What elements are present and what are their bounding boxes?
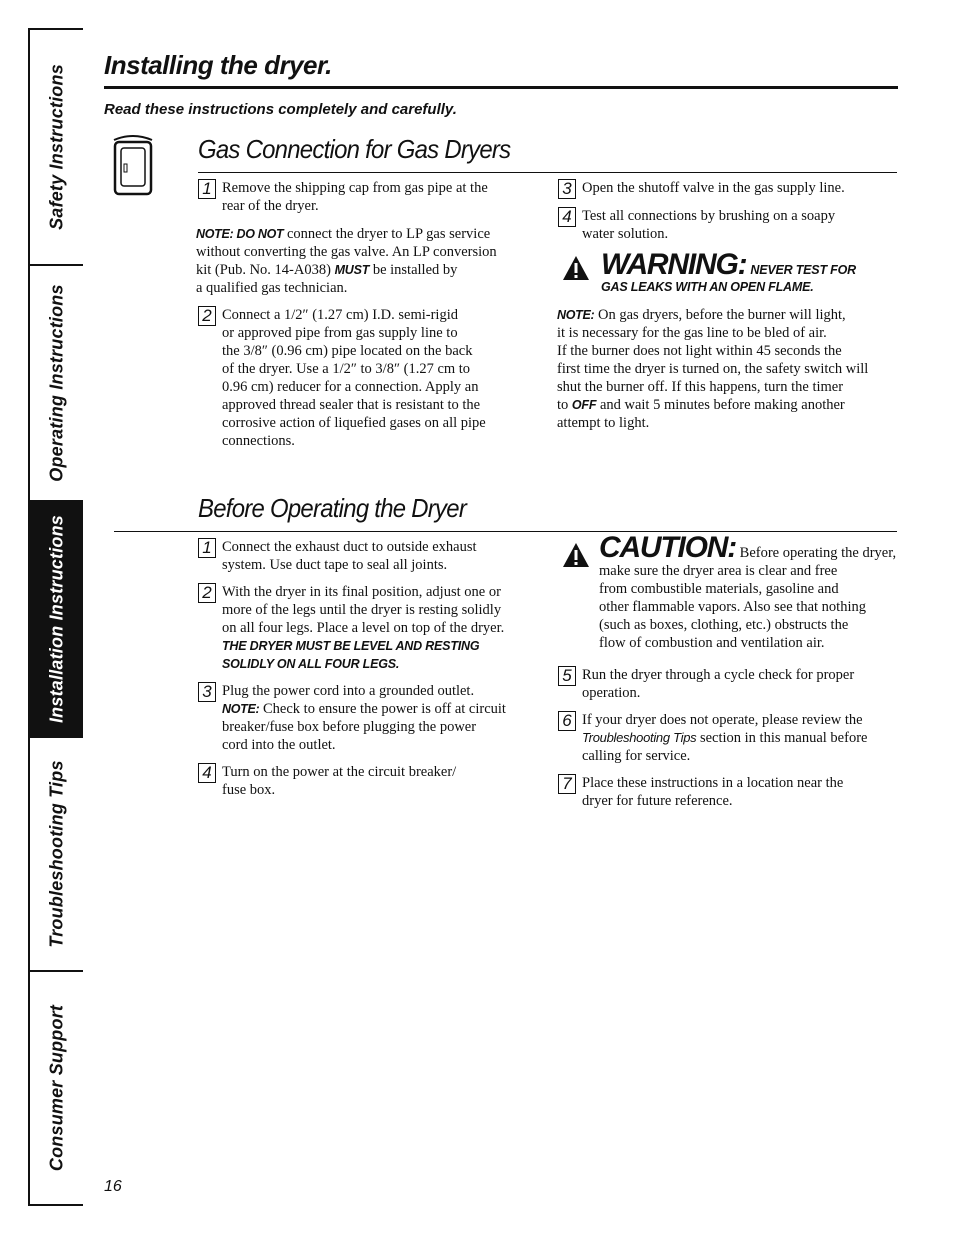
side-tab-strip [28, 28, 83, 1206]
step-text: Place these instructions in a location near the [582, 775, 844, 791]
step-number: 4 [198, 763, 216, 783]
gas-step-2 [198, 306, 528, 456]
step-text: water solution. [582, 226, 669, 242]
step-number: 4 [558, 207, 576, 227]
step-number: 7 [558, 774, 576, 794]
section-title-before-operating: Before Operating the Dryer [198, 493, 467, 523]
tab-label: Consumer Support [46, 1004, 66, 1172]
step-text: Run the dryer through a cycle check for proper [582, 667, 855, 683]
note-emphasis: MUST [334, 263, 370, 277]
before-step-2 [198, 583, 543, 675]
page-number: 16 [104, 1178, 122, 1195]
step-text: If your dryer does not operate, please review the [582, 712, 863, 728]
step-number: 3 [198, 682, 216, 702]
note-text: On gas dryers, before the burner will light, [594, 307, 846, 323]
section-reference: Troubleshooting Tips [582, 730, 697, 745]
step-emphasis: THE DRYER MUST BE LEVEL AND RESTING [222, 639, 480, 653]
step-emphasis: SOLIDLY ON ALL FOUR LEGS. [222, 657, 400, 671]
step-text: Check to ensure the power is off at circuit [259, 701, 506, 717]
note-text: connect the dryer to LP gas service [283, 226, 491, 242]
step-text: Test all connections by brushing on a soapy [582, 208, 836, 224]
note-text: shut the burner off. If this happens, turn the timer [557, 379, 844, 395]
note-text: attempt to light. [557, 415, 650, 431]
step-text: of the dryer. Use a 1/2″ to 3/8″ (1.27 cm to [222, 361, 471, 377]
step-text: section in this manual before [696, 730, 868, 746]
step-number: 3 [558, 179, 576, 199]
page-title: Installing the dryer. [104, 50, 332, 80]
tab-troubleshooting-tips[interactable] [30, 738, 83, 972]
tab-label: Troubleshooting Tips [46, 760, 66, 948]
tab-safety-instructions[interactable] [30, 30, 83, 266]
step-text: Open the shutoff valve in the gas supply line. [582, 180, 845, 196]
step-text: Plug the power cord into a grounded outlet. [222, 683, 475, 699]
section-title-gas-connection: Gas Connection for Gas Dryers [198, 134, 511, 164]
step-text: fuse box. [222, 782, 276, 798]
step-text: approved thread sealer that is resistant to the [222, 397, 481, 413]
before-step-5 [558, 666, 898, 706]
step-text: cord into the outlet. [222, 737, 336, 753]
step-number: 1 [198, 179, 216, 199]
step-text: connections. [222, 433, 295, 449]
gas-step-4 [558, 207, 898, 247]
note-text: without converting the gas valve. An LP conversion [196, 244, 497, 260]
step-text: the 3/8″ (0.96 cm) pipe located on the back [222, 343, 473, 359]
step-number: 5 [558, 666, 576, 686]
step-number: 1 [198, 538, 216, 558]
title-rule [104, 86, 898, 89]
step-text: more of the legs until the dryer is resting solidly [222, 602, 502, 618]
before-step-7 [558, 774, 898, 814]
step-text: Remove the shipping cap from gas pipe at the [222, 180, 488, 196]
before-step-6 [558, 711, 903, 769]
gas-step-1 [198, 179, 528, 219]
caution-text: flow of combustion and ventilation air. [599, 635, 825, 651]
step-number: 2 [198, 306, 216, 326]
note-emphasis: OFF [571, 398, 597, 412]
step-text: With the dryer in its final position, adjust one or [222, 584, 501, 600]
step-text: on all four legs. Place a level on top of the dryer. [222, 620, 505, 636]
note-label: NOTE: [222, 702, 260, 716]
caution-text: (such as boxes, clothing, etc.) obstructs the [599, 617, 849, 633]
step-text: corrosive action of liquefied gases on all pipe [222, 415, 486, 431]
page-subtitle: Read these instructions completely and carefully. [104, 101, 457, 118]
tab-consumer-support[interactable] [30, 972, 83, 1204]
note-text: If the burner does not light within 45 seconds the [557, 343, 842, 359]
step-text: 0.96 cm) reducer for a connection. Apply an [222, 379, 479, 395]
warning-triangle-icon [562, 255, 590, 281]
caution-word: CAUTION: [599, 531, 737, 564]
caution-block [599, 531, 904, 652]
note-text: to [557, 397, 572, 413]
step-text: operation. [582, 685, 641, 701]
tab-label: Operating Instructions [46, 284, 66, 482]
step-number: 6 [558, 711, 576, 731]
section-rule [114, 531, 897, 532]
warning-text: NEVER TEST FOR [750, 263, 856, 277]
note-text: and wait 5 minutes before making another [596, 397, 845, 413]
before-step-3 [198, 682, 543, 758]
caution-text: make sure the dryer area is clear and free [599, 563, 838, 579]
before-step-4 [198, 763, 528, 803]
note-text: it is necessary for the gas line to be bled of air. [557, 325, 827, 341]
step-text: dryer for future reference. [582, 793, 733, 809]
section-rule [198, 172, 897, 173]
note-label: NOTE: [557, 308, 595, 322]
step-text: system. Use duct tape to seal all joints. [222, 557, 448, 573]
warning-heading [601, 248, 856, 282]
tab-label: Safety Instructions [46, 64, 66, 230]
step-number: 2 [198, 583, 216, 603]
step-text: Connect a 1/2″ (1.27 cm) I.D. semi-rigid [222, 307, 458, 323]
gas-step-3 [558, 179, 898, 201]
note-text: a qualified gas technician. [196, 280, 348, 296]
dryer-icon [110, 134, 156, 196]
note-text: kit (Pub. No. 14-A038) [196, 262, 335, 278]
tab-installation-instructions[interactable] [30, 502, 83, 738]
before-step-1 [198, 538, 538, 578]
note-text: first time the dryer is turned on, the safety switch will [557, 361, 869, 377]
note-label: NOTE: DO NOT [196, 227, 284, 241]
step-text: Connect the exhaust duct to outside exhaust [222, 539, 477, 555]
tab-label: Installation Instructions [46, 514, 66, 724]
tab-operating-instructions[interactable] [30, 266, 83, 502]
gas-note-bleed-air [557, 306, 902, 432]
warning-text: GAS LEAKS WITH AN OPEN FLAME. [601, 280, 814, 294]
step-text: rear of the dryer. [222, 198, 319, 214]
step-text: or approved pipe from gas supply line to [222, 325, 458, 341]
caution-text: Before operating the dryer, [736, 545, 897, 561]
caution-text: other flammable vapors. Also see that nothing [599, 599, 866, 615]
gas-note-lp [196, 225, 536, 297]
caution-triangle-icon [562, 542, 590, 568]
step-text: Turn on the power at the circuit breaker/ [222, 764, 457, 780]
note-text: be installed by [369, 262, 458, 278]
step-text: breaker/fuse box before plugging the power [222, 719, 477, 735]
step-text: calling for service. [582, 748, 691, 764]
warning-word: WARNING: [601, 248, 747, 281]
caution-text: from combustible materials, gasoline and [599, 581, 839, 597]
